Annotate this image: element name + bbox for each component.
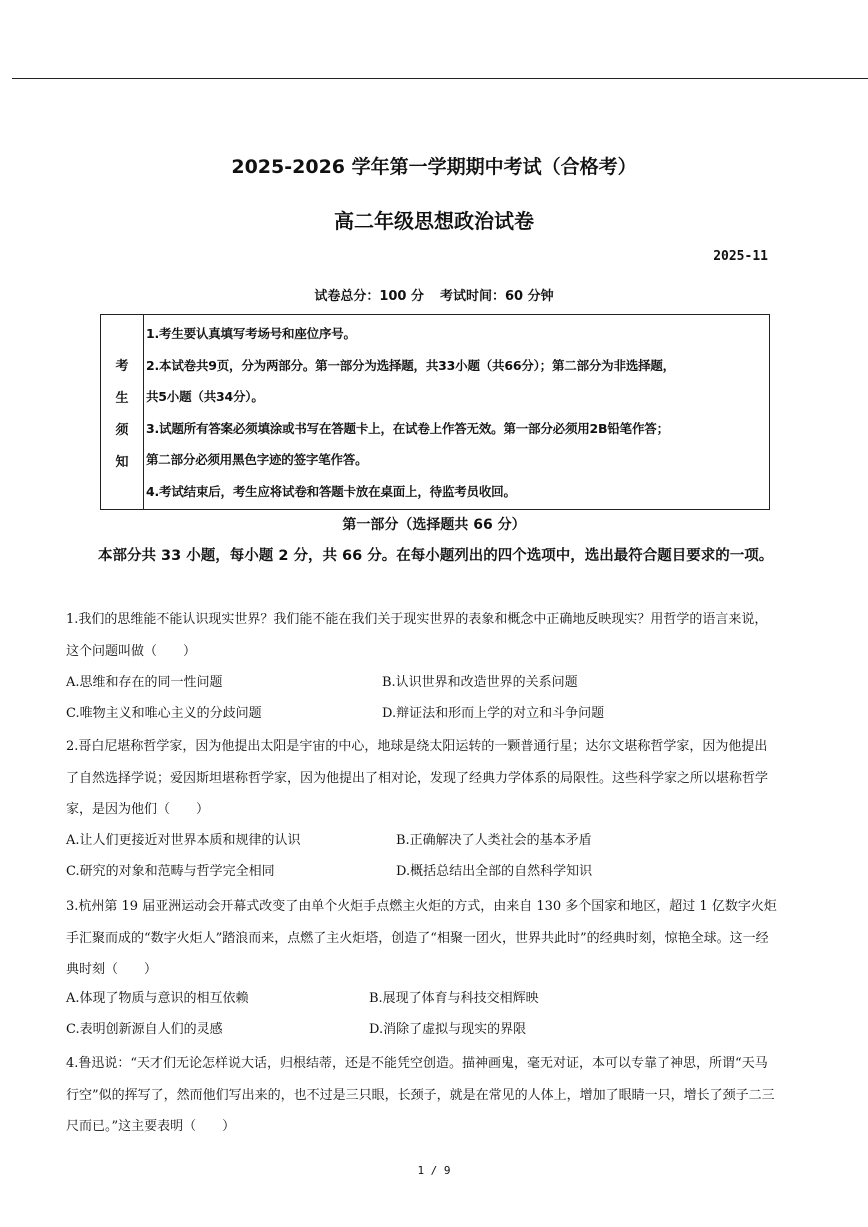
notice-label-char: 考 — [115, 358, 129, 374]
notice-label-char: 须 — [115, 422, 129, 438]
question-1-options-row1 — [66, 671, 778, 701]
option-a: A.体现了物质与意识的相互依赖 — [66, 991, 249, 1006]
notice-line: 2.本试卷共9页，分为两部分。第一部分为选择题，共33小题（共66分）；第二部分为非选择题， — [146, 357, 675, 373]
question-stem: 4.鲁迅说：“天才们无论怎样说大话，归根结蒂，还是不能凭空创造。描神画鬼，毫无对证，本可以专靠了神思，所谓“天马行空”似的挥写了，然而他们写出来的，也不过是三只眼，长颈子，就是在常见的人体上，增加了眼睛一只，增长了颈子二三尺而已。”这主要表明（ ） — [66, 1056, 775, 1134]
notice-line: 4.考试结束后，考生应将试卷和答题卡放在桌面上，待监考员收回。 — [146, 483, 516, 499]
question-1 — [66, 604, 778, 667]
option-d: D.辩证法和形而上学的对立和斗争问题 — [382, 706, 605, 721]
option-a: A.思维和存在的同一性问题 — [66, 675, 223, 690]
exam-subtitle: 高二年级思想政治试卷 — [334, 209, 534, 233]
notice-label-char: 生 — [115, 390, 129, 406]
question-1-options-row2 — [66, 702, 778, 732]
question-4 — [66, 1048, 778, 1143]
exam-date: 2025-11 — [713, 249, 768, 264]
notice-line: 共5小题（共34分）。 — [146, 389, 264, 404]
top-rule — [12, 78, 868, 79]
option-a: A.让人们更接近对世界本质和规律的认识 — [66, 833, 301, 848]
option-c: C.表明创新源自人们的灵感 — [66, 1022, 223, 1037]
question-stem: 1.我们的思维能不能认识现实世界？我们能不能在我们关于现实世界的表象和概念中正确地反映现实？用哲学的语言来说，这个问题叫做（ ） — [66, 612, 768, 659]
question-stem: 3.杭州第 19 届亚洲运动会开幕式改变了由单个火炬手点燃主火炬的方式，由来自 130 多个国家和地区，超过 1 亿数字火炬手汇聚而成的“数字火炬人”踏浪而来，点燃了主火炬塔，创造了“相聚一团火，世界共此时”的经典时刻，惊艳全球。这一经典时刻（ ） — [66, 899, 777, 977]
total-score: 试卷总分：100 分 — [314, 289, 425, 304]
option-b: B.展现了体育与科技交相辉映 — [369, 991, 539, 1006]
question-stem: 2.哥白尼堪称哲学家，因为他提出太阳是宇宙的中心，地球是绕太阳运转的一颗普通行星；达尔文堪称哲学家，因为他提出了自然选择学说；爱因斯坦堪称哲学家，因为他提出了相对论，发现了经典力学体系的局限性。这些科学家之所以堪称哲学家，是因为他们（ ） — [66, 739, 769, 817]
option-b: B.正确解决了人类社会的基本矛盾 — [396, 833, 592, 848]
candidate-notice-box — [100, 314, 770, 510]
option-b: B.认识世界和改造世界的关系问题 — [382, 675, 578, 690]
question-2-options-row1 — [66, 829, 778, 859]
part1-intro: 本部分共 33 小题，每小题 2 分，共 66 分。在每小题列出的四个选项中，选出最符合题目要求的一项。 — [98, 548, 774, 564]
exam-time: 考试时间：60 分钟 — [440, 289, 554, 304]
question-2-options-row2 — [66, 860, 778, 890]
question-3-options-row2 — [66, 1018, 778, 1048]
notice-items — [144, 315, 769, 509]
question-3 — [66, 891, 778, 986]
exam-info — [0, 285, 868, 304]
notice-label-char: 知 — [115, 454, 129, 470]
part1-heading: 第一部分（选择题共 66 分） — [342, 517, 526, 533]
option-c: C.唯物主义和唯心主义的分歧问题 — [66, 706, 262, 721]
question-3-options-row1 — [66, 987, 778, 1017]
question-2 — [66, 731, 778, 826]
notice-line: 第二部分必须用黑色字迹的签字笔作答。 — [146, 452, 368, 467]
option-d: D.消除了虚拟与现实的界限 — [369, 1022, 527, 1037]
exam-title: 2025-2026 学年第一学期期中考试（合格考） — [231, 156, 637, 178]
page-number: 1 / 9 — [417, 1164, 451, 1177]
notice-line: 1.考生要认真填写考场号和座位序号。 — [146, 326, 356, 341]
option-c: C.研究的对象和范畴与哲学完全相同 — [66, 864, 275, 879]
notice-label — [101, 315, 144, 509]
option-d: D.概括总结出全部的自然科学知识 — [396, 864, 593, 879]
notice-line: 3.试题所有答案必须填涂或书写在答题卡上，在试卷上作答无效。第一部分必须用2B铅笔作答； — [146, 420, 669, 436]
